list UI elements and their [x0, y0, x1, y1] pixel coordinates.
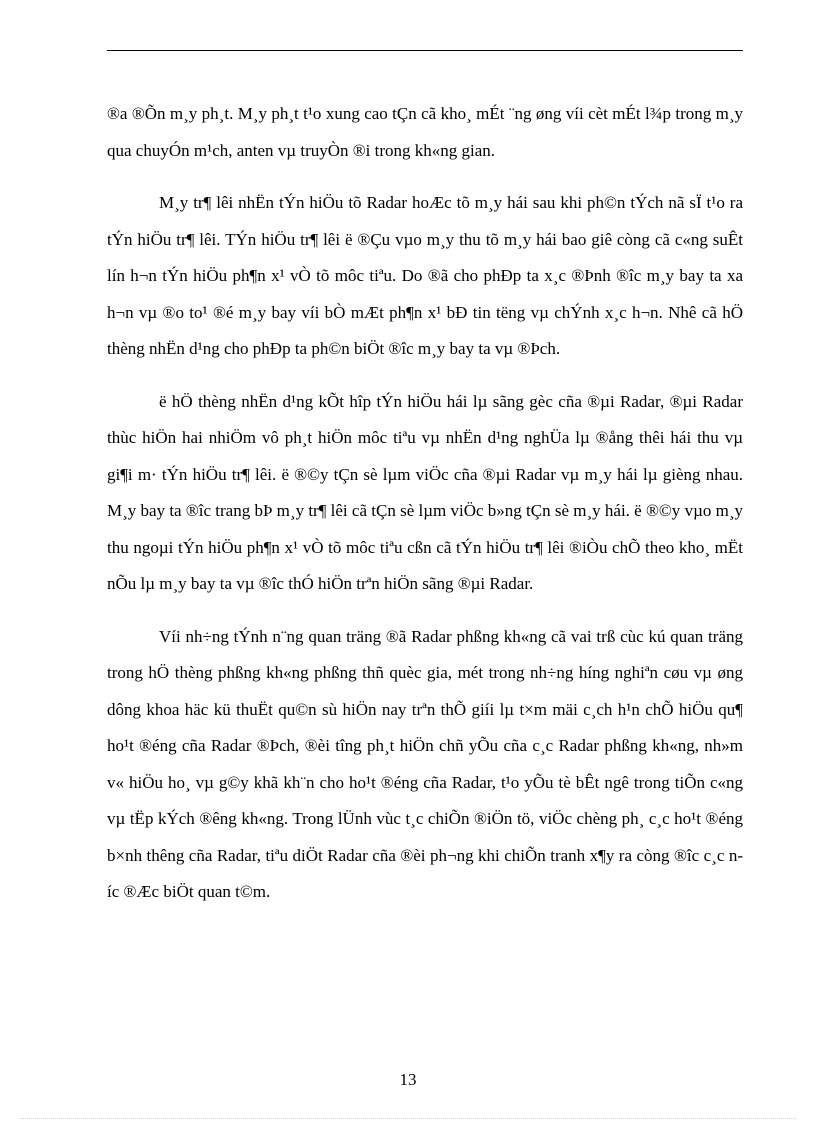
paragraph: ®a ®Õn m¸y ph¸t. M¸y ph¸t t¹o xung cao tÇn cã kho¸ mÉt ¨ng øng víi cèt mÉt l¾p trong m¸y qua chuyÓn m¹ch, anten vµ truyÒn ®i trong kh«ng gian.	[107, 104, 743, 160]
paragraph: M¸y tr¶ lêi nhËn tÝn hiÖu tõ Radar hoÆc tõ m¸y hái sau khi ph©n tÝch nã sÏ t¹o ra tÝn hiÖu tr¶ lêi. TÝn hiÖu tr¶ lêi ë ®Çu vµo m¸y thu tõ m¸y hái bao giê còng cã c«ng suÊt lín h¬n tÝn hiÖu ph¶n x¹ vÒ tõ môc tiªu. Do ®ã cho phÐp ta x¸c ®Þnh ®îc m¸y bay ta xa h¬n vµ ®o to¹ ®é m¸y bay víi bÒ mÆt ph¶n x¹ bÐ tin tëng vµ chÝnh x¸c h¬n. Nhê cã hÖ thèng nhËn d¹ng cho phÐp ta ph©n biÖt ®îc m¸y bay ta vµ ®Þch.	[107, 193, 743, 358]
page-bottom-edge	[20, 1118, 796, 1119]
paragraph: Víi nh÷ng tÝnh n¨ng quan träng ®ã Radar phßng kh«ng cã vai trß cùc kú quan träng trong hÖ thèng phßng kh«ng phßng thñ quèc gia, mét trong nh÷ng híng nghiªn cøu vµ øng dông khoa häc kü thuËt qu©n sù hiÖn nay trªn thÕ giíi lµ t×m mäi c¸ch h¹n chÕ hiÖu qu¶ ho¹t ®éng cña Radar ®Þch, ®èi tîng ph¸t hiÖn chñ yÕu cña c¸c Radar phßng kh«ng, nh»m v« hiÖu ho¸ vµ g©y khã kh¨n cho ho¹t ®éng cña Radar, t¹o yÕu tè bÊt ngê trong tiÕn c«ng vµ tËp kÝch ®êng kh«ng. Trong lÜnh vùc t¸c chiÕn ®iÖn tö, viÖc chèng ph¸ c¸c ho¹t ®éng b×nh thêng cña Radar, tiªu diÖt Radar cña ®èi ph¬ng khi chiÕn tranh x¶y ra còng ®îc c¸c níc ®Æc biÖt quan t©m.	[107, 626, 743, 901]
paragraph: ë hÖ thèng nhËn d¹ng kÕt hîp tÝn hiÖu hái lµ sãng gèc cña ®µi Radar, ®µi Radar thùc hiÖn hai nhiÖm vô ph¸t hiÖn môc tiªu vµ nhËn d¹ng nghÜa lµ ®ång thêi hái thu vµ gi¶i m· tÝn hiÖu tr¶ lêi. ë ®©y tÇn sè lµm viÖc cña ®µi Radar vµ m¸y hái lµ gièng nhau. M¸y bay ta ®îc trang bÞ m¸y tr¶ lêi cã tÇn sè lµm viÖc b»ng tÇn sè m¸y hái. ë ®©y vµo m¸y thu ngoµi tÝn hiÖu ph¶n x¹ vÒ tõ môc tiªu cßn cã tÝn hiÖu tr¶ lêi ®iÒu chÕ theo kho¸ mËt nÕu lµ m¸y bay ta vµ ®îc thÓ hiÖn trªn hiÖn sãng ®µi Radar.	[107, 391, 743, 593]
page-body	[107, 96, 743, 927]
page-number: 13	[399, 1070, 417, 1089]
header-rule	[107, 50, 743, 51]
